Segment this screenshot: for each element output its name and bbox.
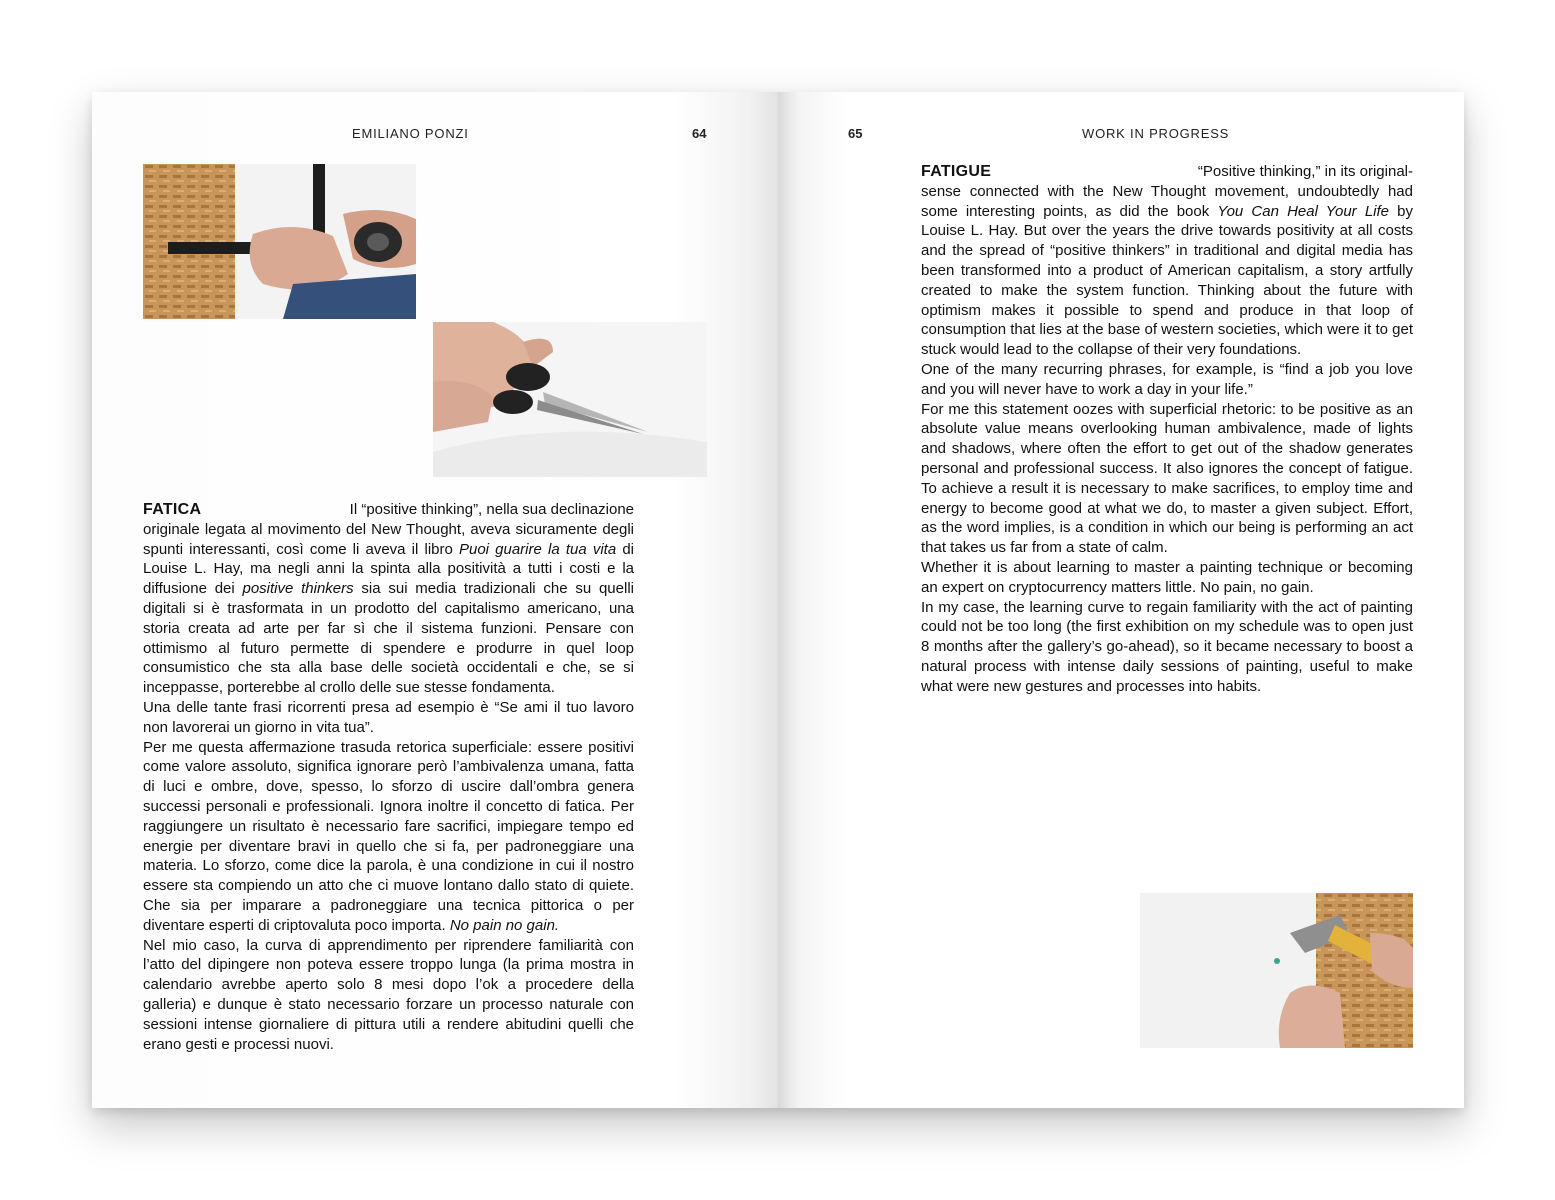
- hammer-icon: [1140, 893, 1413, 1048]
- book-spread: [92, 92, 1464, 1108]
- italian-article-text: [143, 500, 634, 1054]
- paragraph-2: One of the many recurring phrases, for example, is “find a job you love and you will never have to work a day in your life.”: [921, 360, 1413, 398]
- left-page: [92, 92, 778, 1108]
- page-number: 65: [848, 126, 863, 141]
- page-number: 64: [692, 126, 707, 141]
- paragraph-4: Nel mio caso, la curva di apprendimento per riprendere familiarità con l’atto del dipingere non poteva essere troppo lunga (la prima mostra in calendario avrebbe aperto solo 8 mesi dopo l’ok a procedere della galleria) e dunque è stato necessario forzare un processo naturale con sessioni intense giornaliere di pittura utili a rendere abitudini quelli che erano gesti e processi nuovi.: [143, 936, 634, 1053]
- paragraph-3: For me this statement oozes with superficial rhetoric: to be positive as an absolute value means overlooking human ambivalence, made of lights and shadows, where often the effort to get out of the shadow generates personal and professional success. It also ignores the concept of fatigue. To achieve a result it is necessary to make sacrifices, to employ time and energy to become good at what we do, to master a given subject. Effort, as the word implies, is a condition in which our being is performing an act that takes us far from a state of calm.: [921, 400, 1413, 557]
- section-heading: FATIGUE: [921, 163, 992, 180]
- photo-scissors-cutting: [433, 322, 707, 477]
- first-line: “Positive thinking,” in its original-: [1197, 163, 1413, 180]
- paragraph-5: In my case, the learning curve to regain familiarity with the act of painting could not be too long (the first exhibition on my schedule was to open just 8 months after the gallery’s go-ahead), so it became necessary to boost a natural process with intense daily sessions of painting, useful to make what were new gestures and processes into habits.: [921, 598, 1413, 695]
- paragraph-1: sense connected with the New Thought movement, undoubtedly had some interesting points, as did the book You Can Heal Your Life by Louise L. Hay. But over the years the drive towards positivity at all costs and the spread of “positive thinkers” in traditional and digital media has been transformed into a product of American capitalism, a story artfully created to make the system function. Thinking about the future with optimism makes it possible to spend and produce in that loop of consumption that lies at the base of western societies, which were it to get stuck would lead to the collapse of their very foundations.: [921, 182, 1413, 359]
- running-head: EMILIANO PONZI: [352, 126, 469, 141]
- first-line: Il “positive thinking”, nella sua declinazione: [349, 501, 634, 518]
- paragraph-4: Whether it is about learning to master a painting technique or becoming an expert on cryptocurrency matters little. No pain, no gain.: [921, 558, 1413, 596]
- paragraph-2: Una delle tante frasi ricorrenti presa ad esempio è “Se ami il tuo lavoro non lavorerai un giorno in vita tua”.: [143, 698, 634, 736]
- running-head: WORK IN PROGRESS: [1082, 126, 1230, 141]
- photo-taping-wall: [143, 164, 416, 319]
- scissors-icon: [433, 322, 707, 477]
- paragraph-1: originale legata al movimento del New Thought, aveva sicuramente degli spunti interessanti, così come li aveva il libro Puoi guarire la tua vita di Louise L. Hay, ma negli anni la spinta alla positività a tutti i costi e la diffusione dei positive thinkers sia sui media tradizionali che su quelli digitali si è trasformata in un prodotto del capitalismo americano, una storia creata ad arte per far sì che il sistema funzioni. Pensare con ottimismo al futuro permette di spendere e produrre in quel loop consumistico che sta alla base delle società occidentali e che, se si inceppasse, porterebbe al crollo delle sue stesse fondamenta.: [143, 520, 635, 697]
- paragraph-3: Per me questa affermazione trasuda retorica superficiale: essere positivi come valore assoluto, significa ignorare però l’ambivalenza umana, fatta di luci e ombre, dove, spesso, lo sforzo di uscire dall’ombra genera successi personali e professionali. Ignora inoltre il concetto di fatica. Per raggiungere un risultato è necessario fare sacrifici, impiegare tempo ed energie per diventare bravi in quello che si fa, per padroneggiare una materia. Lo sforzo, come dice la parola, è una condizione in cui il nostro essere sta compiendo un atto che ci muove lontano dallo stato di quiete. Che sia per imparare a padroneggiare una tecnica pittorica o per diventare esperti di criptovaluta poco importa. No pain no gain.: [143, 738, 634, 934]
- section-heading: FATICA: [143, 501, 202, 518]
- hand-tape-icon: [143, 164, 416, 319]
- right-page: [778, 92, 1464, 1108]
- english-article-text: [921, 162, 1413, 697]
- photo-hammer-nail: [1140, 893, 1413, 1048]
